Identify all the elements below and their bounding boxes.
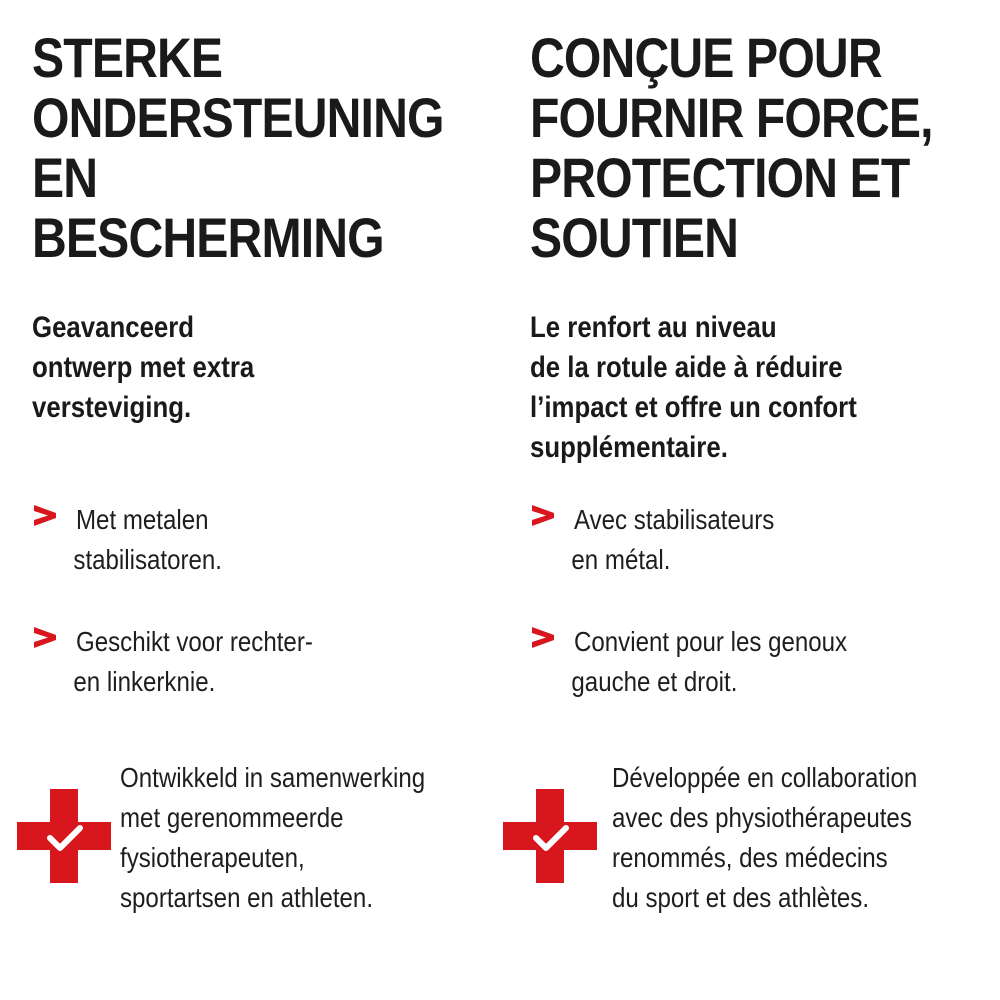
- intro-line: l’impact et offre un confort: [530, 391, 857, 424]
- badge-text: sportartsen en athleten.: [120, 882, 374, 913]
- badge-text: fysiotherapeuten,: [120, 842, 305, 873]
- badge-text: met gerenommeerde: [120, 802, 344, 833]
- bullet-text: Avec stabilisateurs: [574, 504, 775, 535]
- intro-line: versteviging.: [32, 391, 192, 424]
- bullet-text: stabilisatoren.: [73, 544, 222, 575]
- french-column: [497, 0, 1000, 1000]
- heading-line: CONÇUE POUR: [530, 26, 882, 89]
- chevron-right-icon: [32, 624, 58, 650]
- chevron-right-icon: [530, 502, 556, 528]
- bullet-text: en linkerknie.: [73, 666, 216, 697]
- badge-text: du sport et des athlètes.: [612, 882, 870, 913]
- chevron-right-icon: [32, 502, 58, 528]
- heading-line: SOUTIEN: [530, 206, 739, 269]
- intro-dutch: [32, 308, 254, 428]
- heading-line: FOURNIR FORCE,: [530, 86, 933, 149]
- heading-line: ONDERSTEUNING: [32, 86, 444, 149]
- heading-french: [530, 28, 933, 268]
- bullet-text: gauche et droit.: [571, 666, 738, 697]
- intro-line: Geavanceerd: [32, 311, 195, 344]
- chevron-right-icon: [530, 624, 556, 650]
- intro-line: de la rotule aide à réduire: [530, 351, 843, 384]
- heading-line: PROTECTION ET: [530, 146, 910, 209]
- heading-line: STERKE: [32, 26, 223, 89]
- heading-line: BESCHERMING: [32, 206, 384, 269]
- bullet-text: en métal.: [571, 544, 671, 575]
- intro-line: supplémentaire.: [530, 431, 728, 464]
- badge-text: Ontwikkeld in samenwerking: [120, 762, 426, 793]
- medical-cross-check-icon: [14, 786, 114, 886]
- badge-text: Développée en collaboration: [612, 762, 918, 793]
- dutch-column: [0, 0, 470, 1000]
- badge-text: renommés, des médecins: [612, 842, 888, 873]
- intro-line: ontwerp met extra: [32, 351, 255, 384]
- intro-french: [530, 308, 857, 468]
- badge-text: avec des physiothérapeutes: [612, 802, 912, 833]
- bullet-text: Convient pour les genoux: [574, 626, 848, 657]
- heading-line: EN: [32, 146, 98, 209]
- bullet-text: Met metalen: [76, 504, 209, 535]
- medical-cross-check-icon: [500, 786, 600, 886]
- heading-dutch: [32, 28, 444, 268]
- intro-line: Le renfort au niveau: [530, 311, 777, 344]
- bullet-text: Geschikt voor rechter-: [76, 626, 313, 657]
